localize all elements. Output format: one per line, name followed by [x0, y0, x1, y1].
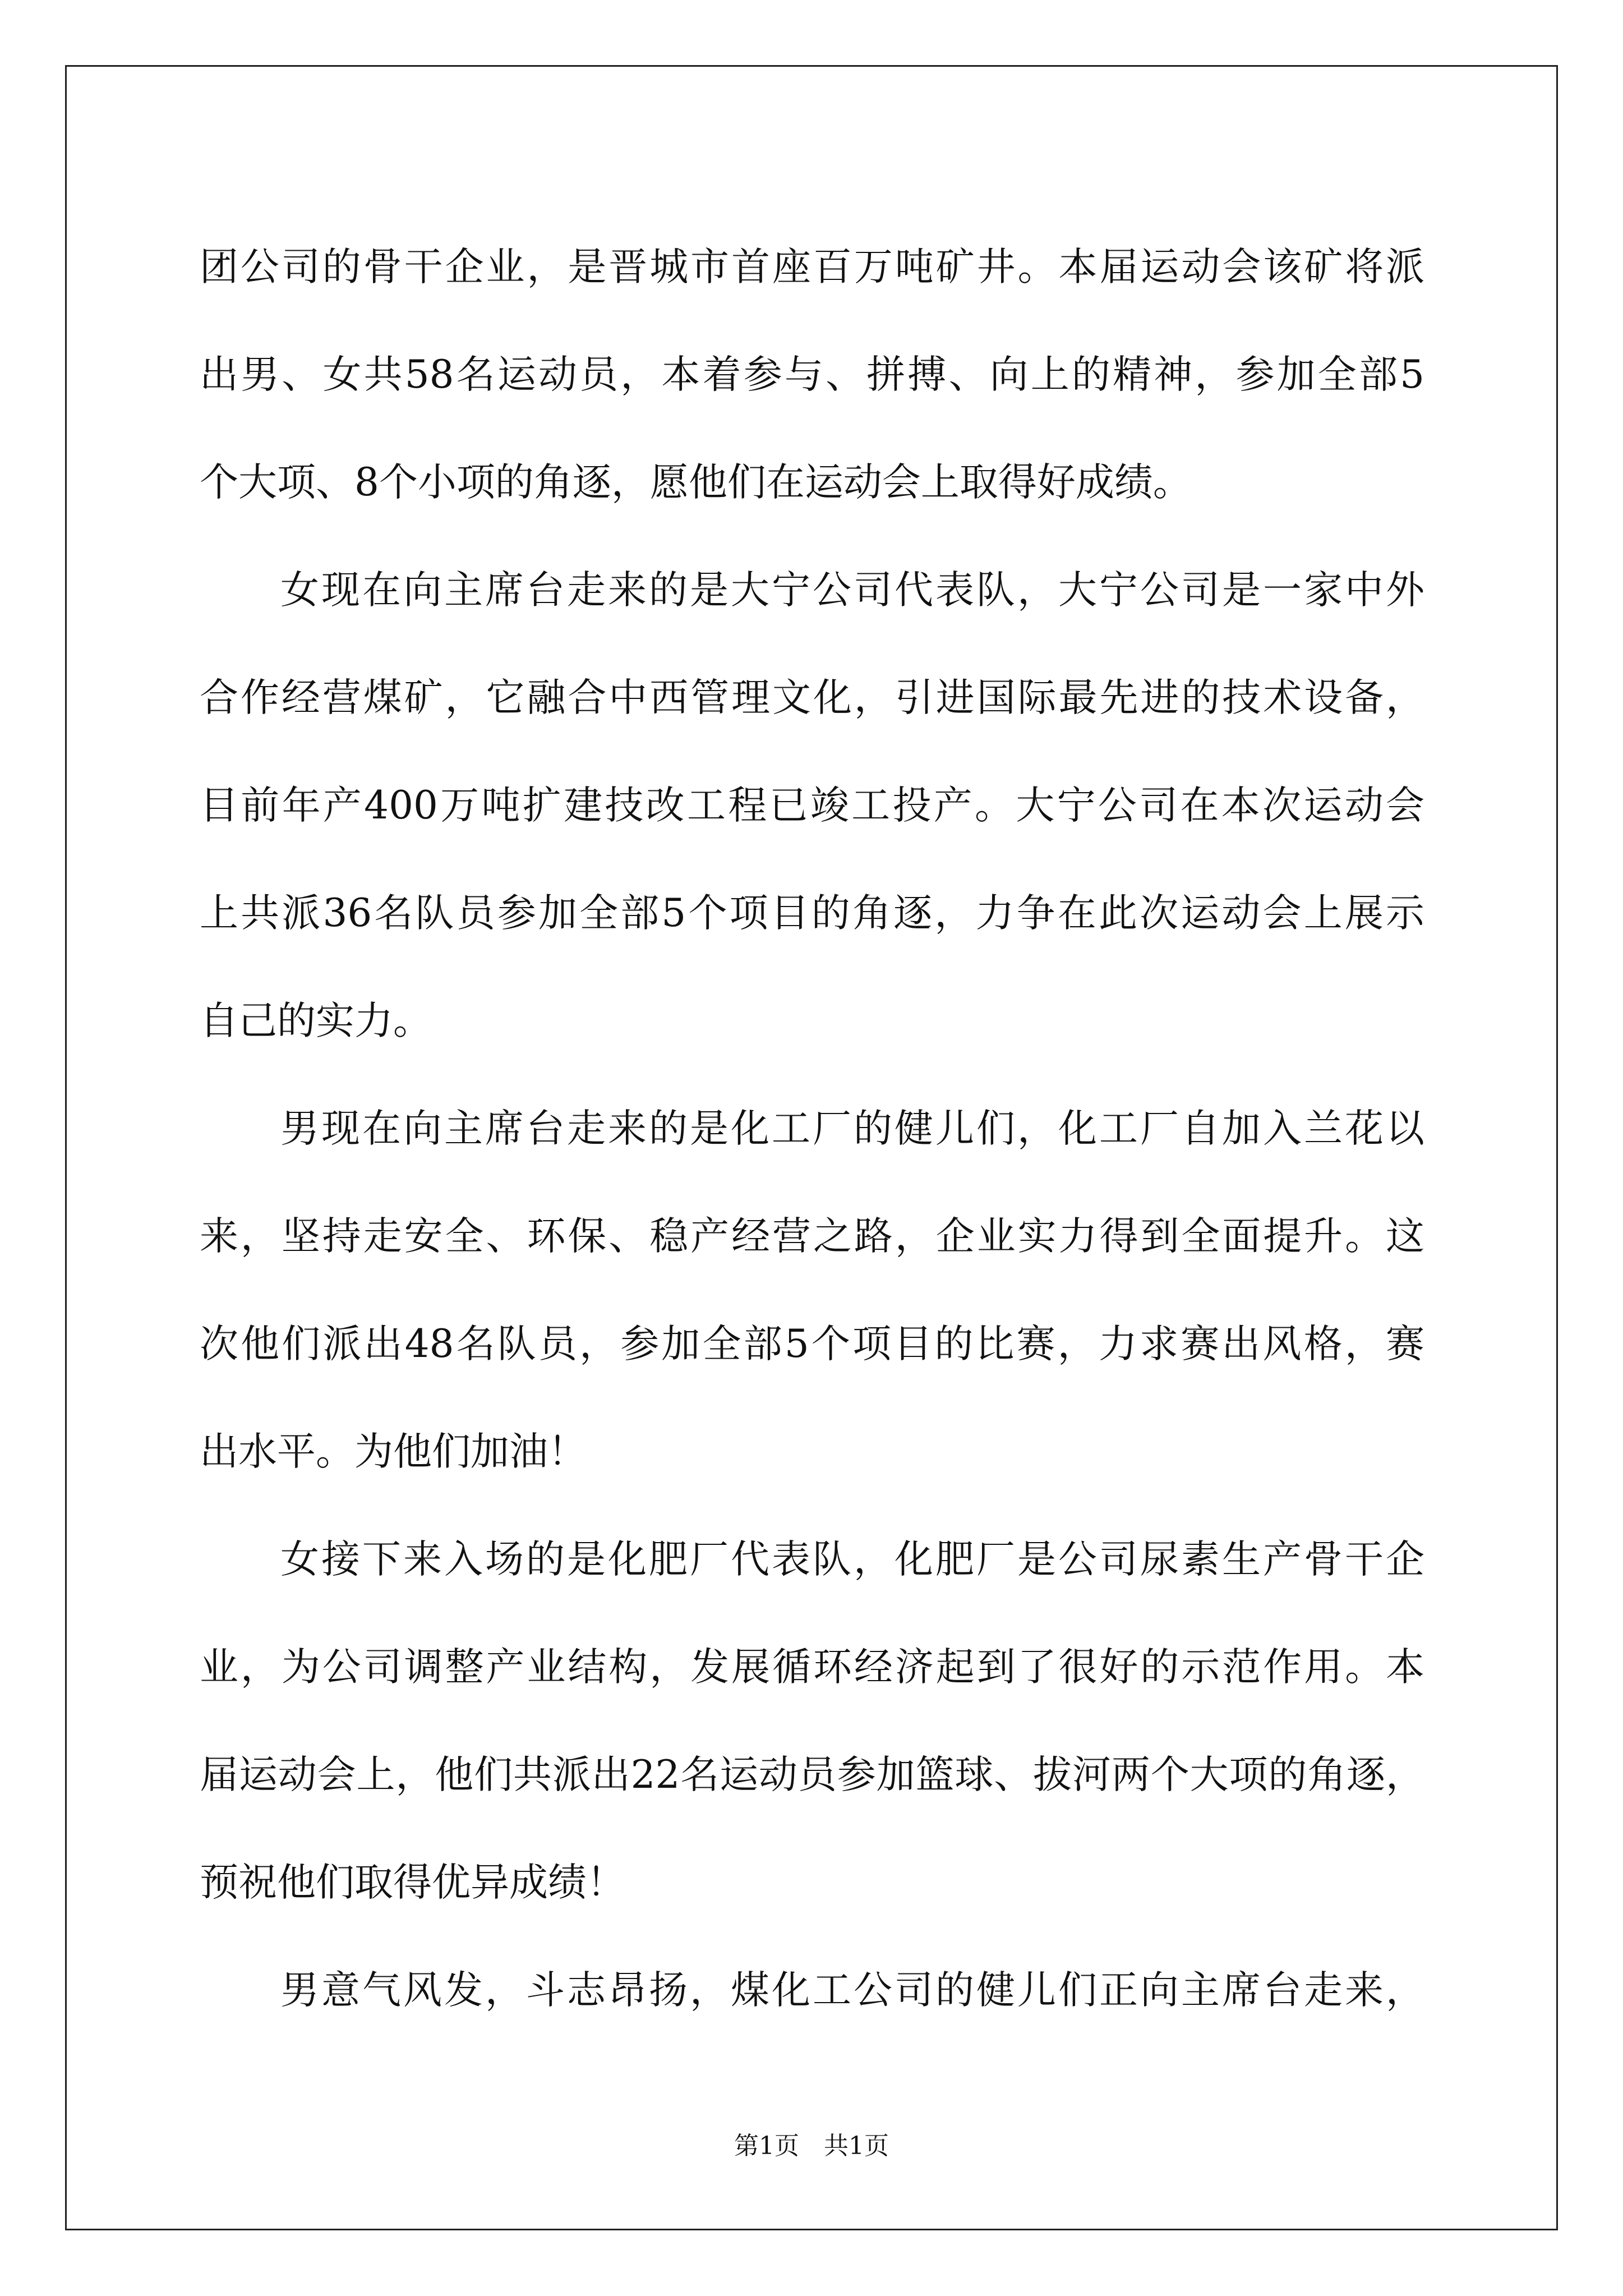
text-line: 女现在向主席台走来的是大宁公司代表队，大宁公司是一家中外: [280, 568, 1424, 613]
text-line: 出水平。为他们加油！: [200, 1429, 587, 1474]
text-line: 次他们派出48名队员，参加全部5个项目的比赛，力求赛出风格，赛: [200, 1322, 1424, 1366]
document-body: [200, 213, 1424, 2044]
paragraph: [200, 1075, 1424, 1506]
text-line: 自己的实力。: [200, 999, 432, 1043]
paragraph: [200, 1936, 1424, 2044]
text-line: 男意气风发，斗志昂扬，煤化工公司的健儿们正向主席台走来，: [280, 1968, 1424, 2013]
text-line: 团公司的骨干企业，是晋城市首座百万吨矿井。本届运动会该矿将派: [200, 245, 1424, 289]
text-line: 来，坚持走安全、环保、稳产经营之路，企业实力得到全面提升。这: [200, 1214, 1424, 1259]
paragraph: [200, 1506, 1424, 1936]
text-line: 预祝他们取得优异成绩！: [200, 1860, 625, 1905]
text-line: 男现在向主席台走来的是化工厂的健儿们，化工厂自加入兰花以: [280, 1106, 1424, 1151]
page-footer: 第1页 共1页: [734, 2132, 889, 2160]
text-line: 出男、女共58名运动员，本着参与、拼搏、向上的精神，参加全部5: [200, 352, 1424, 397]
text-line: 目前年产400万吨扩建技改工程已竣工投产。大宁公司在本次运动会: [200, 783, 1424, 828]
paragraph: [200, 536, 1424, 1075]
paragraph: [200, 213, 1424, 536]
text-line: 届运动会上，他们共派出22名运动员参加篮球、拔河两个大项的角逐，: [200, 1752, 1424, 1797]
text-line: 业，为公司调整产业结构，发展循环经济起到了很好的示范作用。本: [200, 1645, 1424, 1690]
text-line: 个大项、8个小项的角逐，愿他们在运动会上取得好成绩。: [200, 460, 1192, 505]
text-line: 女接下来入场的是化肥厂代表队，化肥厂是公司尿素生产骨干企: [280, 1537, 1424, 1582]
text-line: 合作经营煤矿，它融合中西管理文化，引进国际最先进的技术设备，: [200, 675, 1424, 720]
text-line: 上共派36名队员参加全部5个项目的角逐，力争在此次运动会上展示: [200, 891, 1424, 936]
